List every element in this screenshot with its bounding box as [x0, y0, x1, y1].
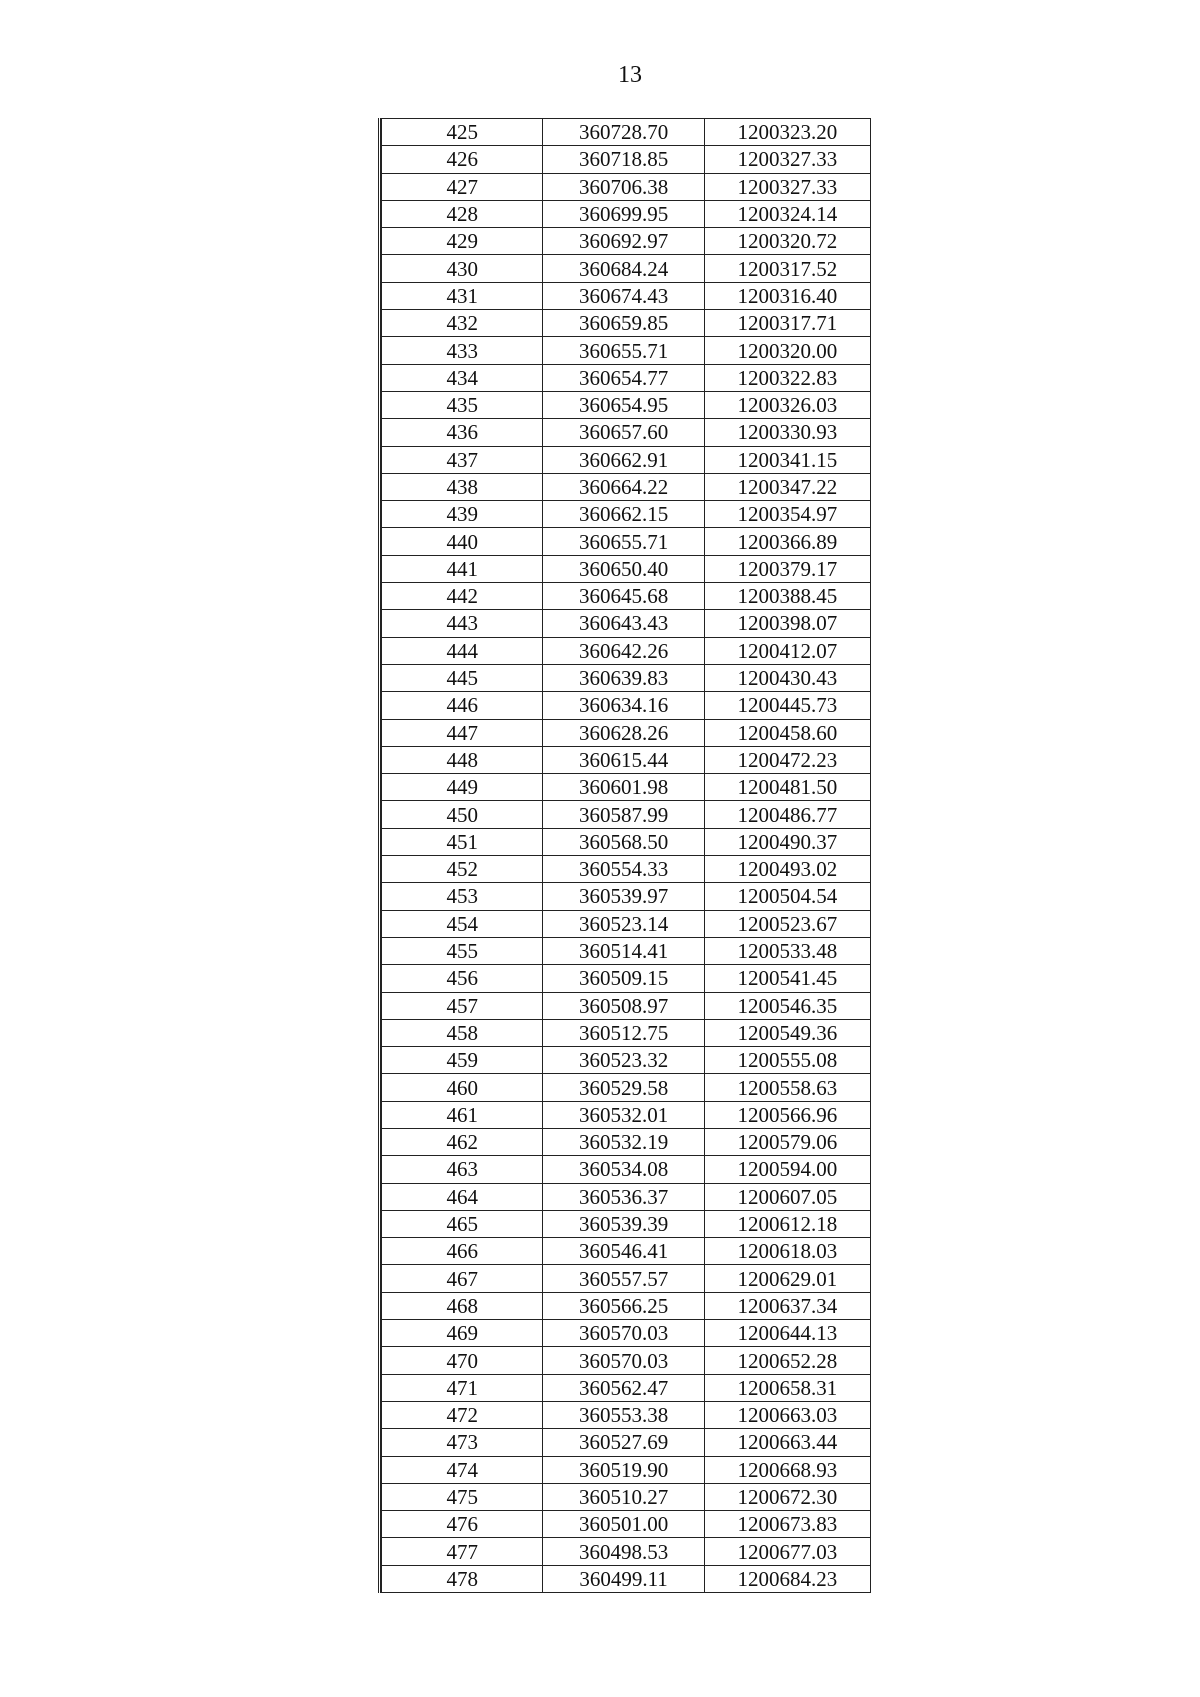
x-coordinate-cell: 360601.98 — [543, 774, 704, 801]
table-row — [382, 856, 871, 883]
point-number-cell: 466 — [382, 1238, 543, 1265]
table-row — [382, 446, 871, 473]
x-coordinate-cell: 360684.24 — [543, 255, 704, 282]
y-coordinate-cell: 1200327.33 — [704, 173, 870, 200]
x-coordinate-cell: 360643.43 — [543, 610, 704, 637]
y-coordinate-cell: 1200316.40 — [704, 282, 870, 309]
y-coordinate-cell: 1200546.35 — [704, 992, 870, 1019]
x-coordinate-cell: 360659.85 — [543, 310, 704, 337]
x-coordinate-cell: 360650.40 — [543, 555, 704, 582]
table-row — [382, 746, 871, 773]
table-row — [382, 419, 871, 446]
table-row — [382, 1538, 871, 1565]
point-number-cell: 453 — [382, 883, 543, 910]
y-coordinate-cell: 1200541.45 — [704, 965, 870, 992]
y-coordinate-cell: 1200398.07 — [704, 610, 870, 637]
x-coordinate-cell: 360527.69 — [543, 1429, 704, 1456]
coordinates-table-container — [378, 118, 871, 1593]
table-row — [382, 391, 871, 418]
y-coordinate-cell: 1200347.22 — [704, 473, 870, 500]
y-coordinate-cell: 1200629.01 — [704, 1265, 870, 1292]
point-number-cell: 457 — [382, 992, 543, 1019]
x-coordinate-cell: 360554.33 — [543, 856, 704, 883]
point-number-cell: 436 — [382, 419, 543, 446]
coordinates-table — [381, 118, 871, 1593]
point-number-cell: 446 — [382, 692, 543, 719]
point-number-cell: 431 — [382, 282, 543, 309]
table-row — [382, 937, 871, 964]
y-coordinate-cell: 1200652.28 — [704, 1347, 870, 1374]
y-coordinate-cell: 1200684.23 — [704, 1565, 870, 1592]
table-row — [382, 1483, 871, 1510]
x-coordinate-cell: 360501.00 — [543, 1511, 704, 1538]
y-coordinate-cell: 1200317.52 — [704, 255, 870, 282]
y-coordinate-cell: 1200663.44 — [704, 1429, 870, 1456]
point-number-cell: 450 — [382, 801, 543, 828]
x-coordinate-cell: 360499.11 — [543, 1565, 704, 1592]
point-number-cell: 441 — [382, 555, 543, 582]
table-row — [382, 1374, 871, 1401]
y-coordinate-cell: 1200566.96 — [704, 1101, 870, 1128]
x-coordinate-cell: 360615.44 — [543, 746, 704, 773]
x-coordinate-cell: 360557.57 — [543, 1265, 704, 1292]
x-coordinate-cell: 360674.43 — [543, 282, 704, 309]
point-number-cell: 456 — [382, 965, 543, 992]
table-row — [382, 1019, 871, 1046]
point-number-cell: 460 — [382, 1074, 543, 1101]
y-coordinate-cell: 1200490.37 — [704, 828, 870, 855]
point-number-cell: 455 — [382, 937, 543, 964]
table-row — [382, 364, 871, 391]
y-coordinate-cell: 1200354.97 — [704, 501, 870, 528]
point-number-cell: 463 — [382, 1156, 543, 1183]
point-number-cell: 425 — [382, 119, 543, 146]
point-number-cell: 478 — [382, 1565, 543, 1592]
point-number-cell: 471 — [382, 1374, 543, 1401]
point-number-cell: 464 — [382, 1183, 543, 1210]
point-number-cell: 440 — [382, 528, 543, 555]
table-row — [382, 637, 871, 664]
x-coordinate-cell: 360655.71 — [543, 337, 704, 364]
table-row — [382, 1429, 871, 1456]
x-coordinate-cell: 360509.15 — [543, 965, 704, 992]
x-coordinate-cell: 360642.26 — [543, 637, 704, 664]
x-coordinate-cell: 360523.32 — [543, 1047, 704, 1074]
table-row — [382, 255, 871, 282]
point-number-cell: 459 — [382, 1047, 543, 1074]
y-coordinate-cell: 1200472.23 — [704, 746, 870, 773]
point-number-cell: 443 — [382, 610, 543, 637]
x-coordinate-cell: 360566.25 — [543, 1292, 704, 1319]
table-row — [382, 1320, 871, 1347]
point-number-cell: 452 — [382, 856, 543, 883]
x-coordinate-cell: 360539.97 — [543, 883, 704, 910]
table-row — [382, 501, 871, 528]
x-coordinate-cell: 360654.77 — [543, 364, 704, 391]
table-row — [382, 992, 871, 1019]
point-number-cell: 449 — [382, 774, 543, 801]
y-coordinate-cell: 1200379.17 — [704, 555, 870, 582]
y-coordinate-cell: 1200672.30 — [704, 1483, 870, 1510]
table-row — [382, 1074, 871, 1101]
y-coordinate-cell: 1200324.14 — [704, 200, 870, 227]
table-row — [382, 1565, 871, 1592]
x-coordinate-cell: 360654.95 — [543, 391, 704, 418]
y-coordinate-cell: 1200326.03 — [704, 391, 870, 418]
table-row — [382, 1265, 871, 1292]
point-number-cell: 442 — [382, 583, 543, 610]
x-coordinate-cell: 360718.85 — [543, 146, 704, 173]
y-coordinate-cell: 1200412.07 — [704, 637, 870, 664]
x-coordinate-cell: 360523.14 — [543, 910, 704, 937]
x-coordinate-cell: 360728.70 — [543, 119, 704, 146]
table-row — [382, 965, 871, 992]
point-number-cell: 429 — [382, 228, 543, 255]
y-coordinate-cell: 1200533.48 — [704, 937, 870, 964]
table-row — [382, 1047, 871, 1074]
point-number-cell: 469 — [382, 1320, 543, 1347]
table-row — [382, 719, 871, 746]
y-coordinate-cell: 1200673.83 — [704, 1511, 870, 1538]
point-number-cell: 472 — [382, 1401, 543, 1428]
point-number-cell: 433 — [382, 337, 543, 364]
point-number-cell: 448 — [382, 746, 543, 773]
table-row — [382, 200, 871, 227]
x-coordinate-cell: 360662.91 — [543, 446, 704, 473]
y-coordinate-cell: 1200486.77 — [704, 801, 870, 828]
y-coordinate-cell: 1200594.00 — [704, 1156, 870, 1183]
x-coordinate-cell: 360512.75 — [543, 1019, 704, 1046]
point-number-cell: 468 — [382, 1292, 543, 1319]
y-coordinate-cell: 1200555.08 — [704, 1047, 870, 1074]
table-row — [382, 1128, 871, 1155]
y-coordinate-cell: 1200677.03 — [704, 1538, 870, 1565]
x-coordinate-cell: 360532.19 — [543, 1128, 704, 1155]
table-row — [382, 1511, 871, 1538]
table-row — [382, 664, 871, 691]
table-row — [382, 337, 871, 364]
point-number-cell: 430 — [382, 255, 543, 282]
y-coordinate-cell: 1200327.33 — [704, 146, 870, 173]
y-coordinate-cell: 1200558.63 — [704, 1074, 870, 1101]
y-coordinate-cell: 1200322.83 — [704, 364, 870, 391]
x-coordinate-cell: 360508.97 — [543, 992, 704, 1019]
y-coordinate-cell: 1200445.73 — [704, 692, 870, 719]
point-number-cell: 427 — [382, 173, 543, 200]
x-coordinate-cell: 360628.26 — [543, 719, 704, 746]
table-row — [382, 801, 871, 828]
point-number-cell: 462 — [382, 1128, 543, 1155]
x-coordinate-cell: 360498.53 — [543, 1538, 704, 1565]
table-row — [382, 883, 871, 910]
point-number-cell: 428 — [382, 200, 543, 227]
x-coordinate-cell: 360657.60 — [543, 419, 704, 446]
table-row — [382, 1292, 871, 1319]
y-coordinate-cell: 1200330.93 — [704, 419, 870, 446]
x-coordinate-cell: 360655.71 — [543, 528, 704, 555]
point-number-cell: 458 — [382, 1019, 543, 1046]
table-row — [382, 692, 871, 719]
y-coordinate-cell: 1200388.45 — [704, 583, 870, 610]
point-number-cell: 434 — [382, 364, 543, 391]
table-row — [382, 583, 871, 610]
point-number-cell: 451 — [382, 828, 543, 855]
y-coordinate-cell: 1200366.89 — [704, 528, 870, 555]
table-row — [382, 1238, 871, 1265]
table-row — [382, 1210, 871, 1237]
table-row — [382, 828, 871, 855]
point-number-cell: 437 — [382, 446, 543, 473]
y-coordinate-cell: 1200458.60 — [704, 719, 870, 746]
point-number-cell: 470 — [382, 1347, 543, 1374]
table-row — [382, 610, 871, 637]
x-coordinate-cell: 360570.03 — [543, 1320, 704, 1347]
y-coordinate-cell: 1200549.36 — [704, 1019, 870, 1046]
table-row — [382, 310, 871, 337]
y-coordinate-cell: 1200323.20 — [704, 119, 870, 146]
point-number-cell: 438 — [382, 473, 543, 500]
y-coordinate-cell: 1200341.15 — [704, 446, 870, 473]
point-number-cell: 426 — [382, 146, 543, 173]
table-row — [382, 173, 871, 200]
y-coordinate-cell: 1200637.34 — [704, 1292, 870, 1319]
point-number-cell: 445 — [382, 664, 543, 691]
y-coordinate-cell: 1200579.06 — [704, 1128, 870, 1155]
x-coordinate-cell: 360553.38 — [543, 1401, 704, 1428]
x-coordinate-cell: 360510.27 — [543, 1483, 704, 1510]
x-coordinate-cell: 360529.58 — [543, 1074, 704, 1101]
y-coordinate-cell: 1200618.03 — [704, 1238, 870, 1265]
y-coordinate-cell: 1200523.67 — [704, 910, 870, 937]
point-number-cell: 477 — [382, 1538, 543, 1565]
x-coordinate-cell: 360706.38 — [543, 173, 704, 200]
x-coordinate-cell: 360639.83 — [543, 664, 704, 691]
x-coordinate-cell: 360519.90 — [543, 1456, 704, 1483]
x-coordinate-cell: 360645.68 — [543, 583, 704, 610]
point-number-cell: 444 — [382, 637, 543, 664]
x-coordinate-cell: 360514.41 — [543, 937, 704, 964]
y-coordinate-cell: 1200612.18 — [704, 1210, 870, 1237]
x-coordinate-cell: 360562.47 — [543, 1374, 704, 1401]
x-coordinate-cell: 360534.08 — [543, 1156, 704, 1183]
y-coordinate-cell: 1200607.05 — [704, 1183, 870, 1210]
point-number-cell: 475 — [382, 1483, 543, 1510]
x-coordinate-cell: 360532.01 — [543, 1101, 704, 1128]
y-coordinate-cell: 1200320.00 — [704, 337, 870, 364]
table-row — [382, 119, 871, 146]
x-coordinate-cell: 360570.03 — [543, 1347, 704, 1374]
y-coordinate-cell: 1200663.03 — [704, 1401, 870, 1428]
y-coordinate-cell: 1200317.71 — [704, 310, 870, 337]
x-coordinate-cell: 360662.15 — [543, 501, 704, 528]
table-row — [382, 1401, 871, 1428]
point-number-cell: 473 — [382, 1429, 543, 1456]
table-row — [382, 146, 871, 173]
y-coordinate-cell: 1200658.31 — [704, 1374, 870, 1401]
y-coordinate-cell: 1200481.50 — [704, 774, 870, 801]
x-coordinate-cell: 360539.39 — [543, 1210, 704, 1237]
x-coordinate-cell: 360664.22 — [543, 473, 704, 500]
point-number-cell: 432 — [382, 310, 543, 337]
y-coordinate-cell: 1200504.54 — [704, 883, 870, 910]
table-row — [382, 910, 871, 937]
y-coordinate-cell: 1200668.93 — [704, 1456, 870, 1483]
table-row — [382, 282, 871, 309]
table-row — [382, 228, 871, 255]
page-number: 13 — [618, 62, 642, 88]
point-number-cell: 476 — [382, 1511, 543, 1538]
point-number-cell: 454 — [382, 910, 543, 937]
y-coordinate-cell: 1200644.13 — [704, 1320, 870, 1347]
x-coordinate-cell: 360634.16 — [543, 692, 704, 719]
point-number-cell: 467 — [382, 1265, 543, 1292]
x-coordinate-cell: 360536.37 — [543, 1183, 704, 1210]
x-coordinate-cell: 360546.41 — [543, 1238, 704, 1265]
table-row — [382, 1347, 871, 1374]
point-number-cell: 447 — [382, 719, 543, 746]
table-row — [382, 1183, 871, 1210]
x-coordinate-cell: 360692.97 — [543, 228, 704, 255]
point-number-cell: 435 — [382, 391, 543, 418]
table-row — [382, 1101, 871, 1128]
x-coordinate-cell: 360568.50 — [543, 828, 704, 855]
x-coordinate-cell: 360699.95 — [543, 200, 704, 227]
table-row — [382, 473, 871, 500]
point-number-cell: 474 — [382, 1456, 543, 1483]
coordinates-table-body — [382, 119, 871, 1593]
table-row — [382, 1456, 871, 1483]
point-number-cell: 461 — [382, 1101, 543, 1128]
table-row — [382, 774, 871, 801]
point-number-cell: 439 — [382, 501, 543, 528]
y-coordinate-cell: 1200320.72 — [704, 228, 870, 255]
table-row — [382, 555, 871, 582]
table-row — [382, 1156, 871, 1183]
x-coordinate-cell: 360587.99 — [543, 801, 704, 828]
table-row — [382, 528, 871, 555]
y-coordinate-cell: 1200430.43 — [704, 664, 870, 691]
y-coordinate-cell: 1200493.02 — [704, 856, 870, 883]
point-number-cell: 465 — [382, 1210, 543, 1237]
